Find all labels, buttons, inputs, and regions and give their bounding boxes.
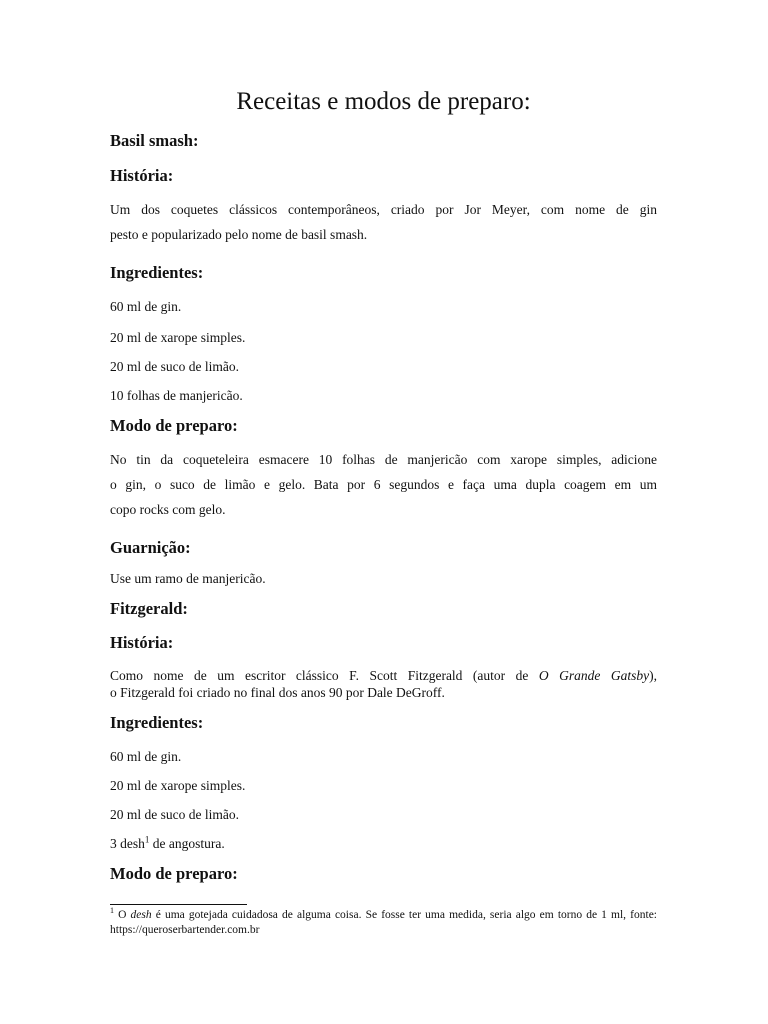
history-paragraph [110,667,657,701]
method-paragraph [110,447,657,522]
ingredient-item: 60 ml de gin. [110,299,182,314]
history-line: Um dos coquetes clássicos contemporâneos, criado por Jor Meyer, com nome de gin [110,202,657,217]
ingredient-text: de angostura. [149,836,225,851]
history-line: o Fitzgerald foi criado no final dos anos 90 por Dale DeGroff. [110,685,445,700]
page-title: Receitas e modos de preparo: [236,88,531,115]
history-line [110,667,657,684]
footnote-marker: 1 [110,906,114,916]
garnish-heading: Guarnição: [110,538,191,557]
document-page [110,0,657,1024]
ingredient-item: 60 ml de gin. [110,749,182,764]
history-paragraph [110,197,657,247]
footnote-reference[interactable]: 1 [144,834,150,845]
method-heading: Modo de preparo: [110,416,238,435]
footnote-term: desh [130,909,152,921]
ingredient-item: 20 ml de xarope simples. [110,330,246,345]
ingredient-item: 10 folhas de manjericão. [110,388,243,403]
history-text: Como nome de um escritor clássico F. Scott Fitzgerald (autor de [110,668,539,683]
ingredients-heading: Ingredientes: [110,263,204,282]
ingredient-item: 20 ml de suco de limão. [110,359,239,374]
ingredient-item: 20 ml de suco de limão. [110,807,239,822]
footnote-separator [110,904,247,905]
method-line: copo rocks com gelo. [110,502,226,517]
history-heading: História: [110,166,174,185]
history-line: pesto e popularizado pelo nome de basil smash. [110,227,368,242]
history-heading: História: [110,633,174,652]
method-heading: Modo de preparo: [110,864,238,883]
ingredient-item [110,835,225,852]
footnote-text: O [114,909,131,921]
ingredients-heading: Ingredientes: [110,713,204,732]
footnote [110,908,657,938]
ingredient-text: 3 desh [110,836,145,851]
book-title: O Grande Gatsby [538,668,650,683]
recipe-title-basil-smash: Basil smash: [110,131,199,150]
recipe-title-fitzgerald: Fitzgerald: [110,599,188,618]
history-text: ), [649,668,657,683]
method-line: o gin, o suco de limão e gelo. Bata por 6 segundos e faça uma dupla coagem em um [110,477,657,492]
garnish-text: Use um ramo de manjericão. [110,571,266,586]
footnote-text: é uma gotejada cuidadosa de alguma coisa. Se fosse ter uma medida, seria algo em torno de 1 ml, fonte: https://queroserbartender.com.br [110,909,657,936]
ingredient-item: 20 ml de xarope simples. [110,778,246,793]
method-line: No tin da coqueteleira esmacere 10 folhas de manjericão com xarope simples, adicione [110,452,657,467]
